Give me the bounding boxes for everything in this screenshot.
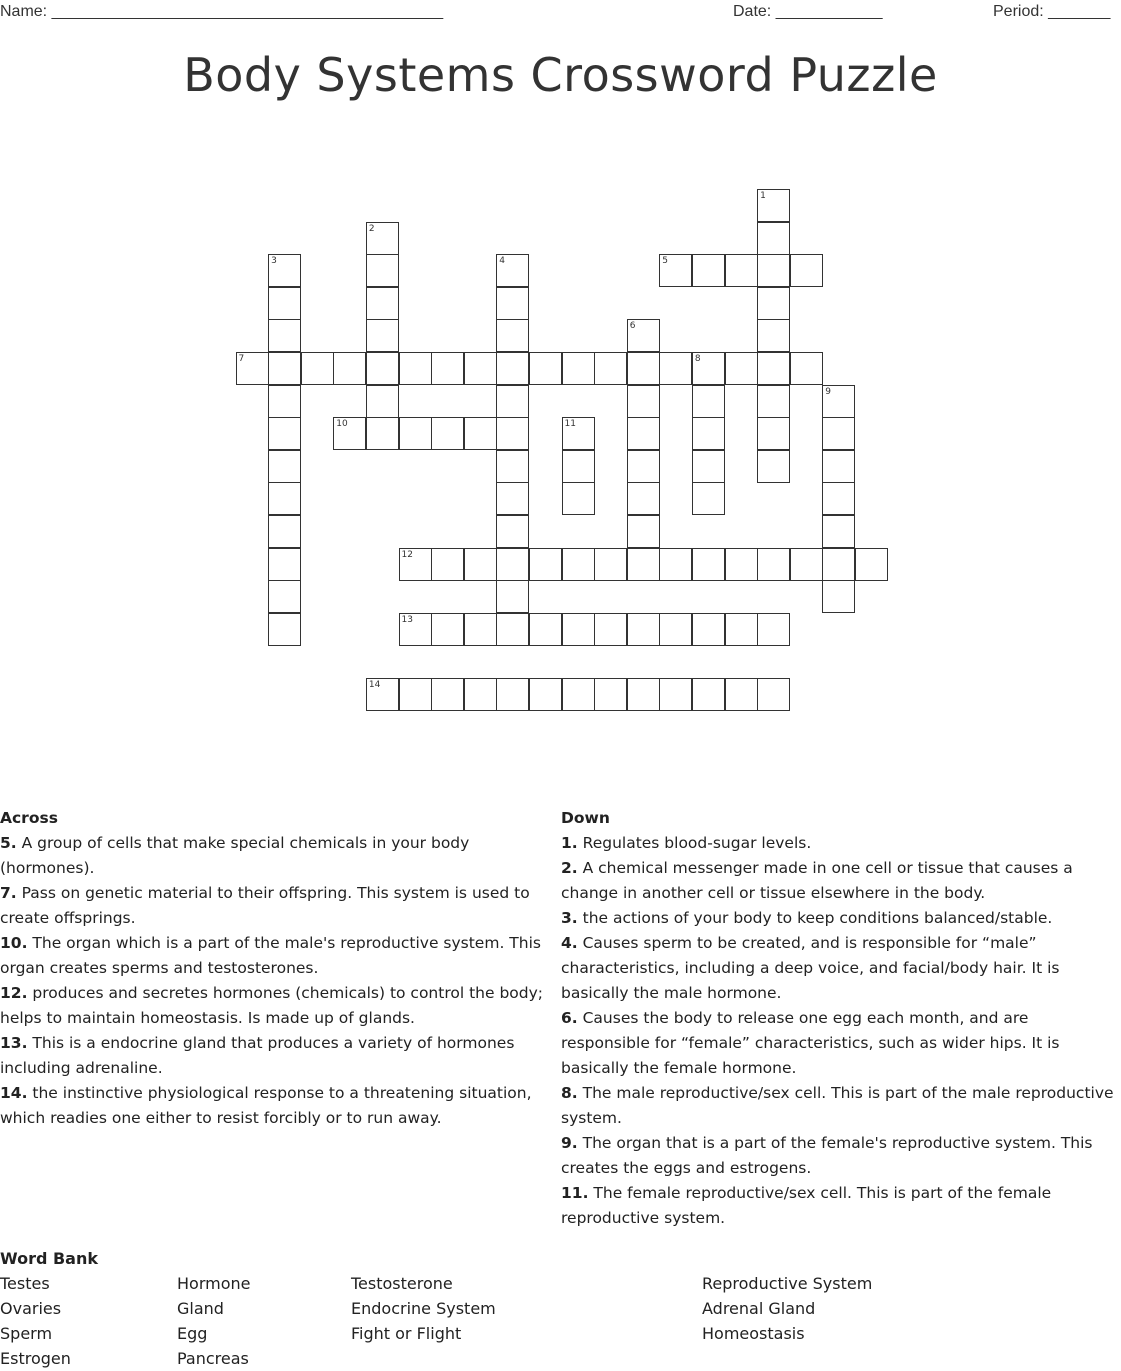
crossword-cell[interactable] bbox=[366, 254, 399, 287]
crossword-cell[interactable] bbox=[659, 678, 692, 711]
clue-text: The organ that is a part of the female's reproductive system. This creates the eggs and estrogens. bbox=[561, 1134, 1093, 1177]
name-line[interactable]: Name: ____________________________________________ bbox=[0, 3, 444, 20]
crossword-cell[interactable] bbox=[366, 352, 399, 385]
crossword-cell[interactable] bbox=[692, 482, 725, 515]
crossword-cell[interactable] bbox=[529, 678, 562, 711]
clue-number: 1. bbox=[561, 834, 578, 852]
crossword-cell[interactable] bbox=[594, 678, 627, 711]
crossword-cell[interactable] bbox=[757, 222, 790, 255]
crossword-cell[interactable] bbox=[431, 613, 464, 646]
page-title: Body Systems Crossword Puzzle bbox=[183, 48, 938, 102]
crossword-cell[interactable] bbox=[627, 482, 660, 515]
across-clue-13 bbox=[0, 1031, 560, 1081]
word-bank-column bbox=[177, 1271, 250, 1371]
crossword-cell[interactable] bbox=[562, 450, 595, 483]
crossword-cell[interactable] bbox=[562, 548, 595, 581]
word-bank-column bbox=[702, 1271, 872, 1346]
crossword-cell[interactable] bbox=[268, 613, 301, 646]
crossword-cell[interactable] bbox=[268, 417, 301, 450]
crossword-cell[interactable] bbox=[464, 548, 497, 581]
clue-number: 3. bbox=[561, 909, 578, 927]
clue-text: The male reproductive/sex cell. This is part of the male reproductive system. bbox=[561, 1084, 1114, 1127]
word-bank bbox=[0, 1246, 1121, 1368]
crossword-clue-number: 7 bbox=[238, 354, 245, 364]
crossword-cell[interactable] bbox=[692, 678, 725, 711]
word-bank-word: Testosterone bbox=[351, 1274, 453, 1293]
clue-number: 10. bbox=[0, 934, 28, 952]
crossword-cell[interactable] bbox=[725, 548, 758, 581]
clue-text: The organ which is a part of the male's reproductive system. This organ creates sperms and testosterones. bbox=[0, 934, 541, 977]
crossword-cell[interactable] bbox=[757, 287, 790, 320]
word-bank-title: Word Bank bbox=[0, 1249, 99, 1268]
crossword-cell[interactable] bbox=[562, 678, 595, 711]
crossword-cell[interactable] bbox=[790, 548, 823, 581]
crossword-clue-number: 5 bbox=[662, 256, 669, 267]
crossword-cell[interactable] bbox=[529, 352, 562, 385]
clue-text: The female reproductive/sex cell. This is part of the female reproductive system. bbox=[561, 1184, 1052, 1227]
clue-number: 6. bbox=[561, 1009, 578, 1027]
crossword-cell[interactable] bbox=[594, 352, 627, 385]
word-bank-column bbox=[351, 1271, 496, 1346]
crossword-cell[interactable] bbox=[725, 254, 758, 287]
crossword-cell[interactable] bbox=[692, 548, 725, 581]
down-clue-8 bbox=[561, 1081, 1117, 1131]
word-bank-word: Reproductive System bbox=[702, 1274, 873, 1293]
crossword-clue-number: 14 bbox=[368, 680, 381, 690]
crossword-cell[interactable] bbox=[757, 678, 790, 711]
crossword-cell[interactable] bbox=[431, 417, 464, 450]
clue-text: Causes the body to release one egg each month, and are responsible for “female” characteristics, such as wider hips. It is basically the female hormone. bbox=[561, 1009, 1060, 1077]
crossword-cell[interactable] bbox=[594, 613, 627, 646]
crossword-cell[interactable] bbox=[464, 352, 497, 385]
clue-number: 11. bbox=[561, 1184, 589, 1202]
crossword-cell[interactable] bbox=[659, 548, 692, 581]
crossword-clue-number: 6 bbox=[629, 321, 636, 332]
crossword-cell[interactable] bbox=[431, 352, 464, 385]
crossword-cell[interactable] bbox=[627, 613, 660, 646]
crossword-cell[interactable] bbox=[496, 385, 529, 418]
crossword-cell[interactable] bbox=[268, 287, 301, 320]
crossword-cell[interactable] bbox=[757, 548, 790, 581]
crossword-cell[interactable] bbox=[562, 482, 595, 515]
crossword-cell[interactable] bbox=[529, 548, 562, 581]
crossword-cell[interactable] bbox=[659, 613, 692, 646]
clue-text: A group of cells that make special chemicals in your body (hormones). bbox=[0, 834, 470, 877]
crossword-cell[interactable] bbox=[790, 352, 823, 385]
crossword-cell[interactable] bbox=[627, 352, 660, 385]
crossword-clue-number: 11 bbox=[564, 419, 576, 430]
crossword-clue-number: 10 bbox=[336, 419, 348, 430]
crossword-cell[interactable] bbox=[268, 548, 301, 581]
across-clues bbox=[0, 806, 560, 1131]
crossword-cell[interactable] bbox=[627, 548, 660, 581]
crossword-cell[interactable] bbox=[822, 548, 855, 581]
clue-number: 5. bbox=[0, 834, 17, 852]
crossword-cell[interactable] bbox=[562, 613, 595, 646]
crossword-cell[interactable] bbox=[268, 319, 301, 352]
crossword-cell[interactable] bbox=[464, 417, 497, 450]
across-clue-12 bbox=[0, 981, 560, 1031]
crossword-cell[interactable] bbox=[594, 548, 627, 581]
clue-number: 12. bbox=[0, 984, 28, 1002]
crossword-cell[interactable] bbox=[496, 548, 529, 581]
crossword-clue-number: 2 bbox=[368, 223, 375, 234]
crossword-cell[interactable] bbox=[822, 482, 855, 515]
crossword-cell[interactable] bbox=[268, 352, 301, 385]
crossword-cell[interactable] bbox=[822, 580, 855, 613]
crossword-cell[interactable] bbox=[366, 385, 399, 418]
across-clue-5 bbox=[0, 831, 560, 881]
crossword-cell[interactable] bbox=[790, 254, 823, 287]
down-clues bbox=[561, 806, 1117, 1231]
crossword-cell[interactable] bbox=[692, 417, 725, 450]
date-line[interactable]: Date: ____________ bbox=[733, 3, 883, 20]
crossword-cell[interactable] bbox=[757, 417, 790, 450]
crossword-cell[interactable] bbox=[855, 548, 888, 581]
crossword-cell[interactable] bbox=[627, 417, 660, 450]
across-heading: Across bbox=[0, 809, 58, 827]
crossword-cell[interactable] bbox=[366, 287, 399, 320]
crossword-cell[interactable] bbox=[659, 352, 692, 385]
clue-text: This is a endocrine gland that produces a variety of hormones including adrenaline. bbox=[0, 1034, 515, 1077]
crossword-cell[interactable] bbox=[268, 515, 301, 548]
crossword-cell[interactable] bbox=[496, 287, 529, 320]
crossword-cell[interactable] bbox=[496, 417, 529, 450]
crossword-cell[interactable] bbox=[692, 450, 725, 483]
crossword-cell[interactable] bbox=[627, 385, 660, 418]
crossword-clue-number: 3 bbox=[271, 256, 277, 267]
crossword-cell[interactable] bbox=[757, 319, 790, 352]
crossword-clue-number: 4 bbox=[499, 256, 506, 267]
clue-text: the actions of your body to keep conditions balanced/stable. bbox=[577, 909, 1053, 927]
down-clue-9 bbox=[561, 1131, 1117, 1181]
down-clue-11 bbox=[561, 1181, 1117, 1231]
crossword-cell[interactable] bbox=[822, 450, 855, 483]
crossword-cell[interactable] bbox=[692, 613, 725, 646]
down-clue-1 bbox=[561, 831, 1117, 856]
crossword-cell[interactable] bbox=[366, 319, 399, 352]
crossword-cell[interactable] bbox=[496, 482, 529, 515]
clue-number: 7. bbox=[0, 884, 17, 902]
crossword-cell[interactable] bbox=[757, 352, 790, 385]
crossword-cell[interactable] bbox=[496, 319, 529, 352]
crossword-cell[interactable] bbox=[496, 352, 529, 385]
clue-text: produces and secretes hormones (chemicals) to control the body; helps to maintain homeostasis. Is made up of glands. bbox=[0, 984, 544, 1027]
word-bank-word: Ovaries bbox=[0, 1299, 62, 1318]
down-clue-2 bbox=[561, 856, 1117, 906]
down-clue-4 bbox=[561, 931, 1117, 1006]
clue-number: 8. bbox=[561, 1084, 578, 1102]
crossword-cell[interactable] bbox=[627, 450, 660, 483]
period-line[interactable]: Period: _______ bbox=[993, 3, 1111, 20]
crossword-cell[interactable] bbox=[725, 678, 758, 711]
across-clue-7 bbox=[0, 881, 560, 931]
across-clue-10 bbox=[0, 931, 560, 981]
clue-number: 4. bbox=[561, 934, 578, 952]
crossword-cell[interactable] bbox=[562, 352, 595, 385]
crossword-clue-number: 1 bbox=[760, 191, 766, 201]
crossword-cell[interactable] bbox=[268, 580, 301, 613]
clue-number: 9. bbox=[561, 1134, 578, 1152]
crossword-cell[interactable] bbox=[268, 482, 301, 515]
crossword-cell[interactable] bbox=[627, 678, 660, 711]
crossword-cell[interactable] bbox=[268, 385, 301, 418]
crossword-cell[interactable] bbox=[692, 254, 725, 287]
crossword-cell[interactable] bbox=[822, 515, 855, 548]
down-clue-6 bbox=[561, 1006, 1117, 1081]
crossword-clue-number: 12 bbox=[401, 549, 413, 560]
down-clue-3 bbox=[561, 906, 1117, 931]
word-bank-word: Homeostasis bbox=[702, 1324, 805, 1343]
crossword-cell[interactable] bbox=[725, 352, 758, 385]
across-clue-14 bbox=[0, 1081, 560, 1131]
crossword-cell[interactable] bbox=[496, 580, 529, 613]
crossword-cell[interactable] bbox=[757, 385, 790, 418]
crossword-cell[interactable] bbox=[757, 254, 790, 287]
crossword-cell[interactable] bbox=[529, 613, 562, 646]
crossword-cell[interactable] bbox=[399, 417, 432, 450]
clue-text: Pass on genetic material to their offspring. This system is used to create offsprings. bbox=[0, 884, 530, 927]
crossword-cell[interactable] bbox=[496, 678, 529, 711]
word-bank-word: Endocrine System bbox=[351, 1299, 496, 1318]
clue-text: A chemical messenger made in one cell or tissue that causes a change in another cell or tissue elsewhere in the body. bbox=[561, 859, 1073, 902]
crossword-clue-number: 8 bbox=[694, 354, 701, 364]
crossword-cell[interactable] bbox=[399, 352, 432, 385]
crossword-cell[interactable] bbox=[496, 450, 529, 483]
clue-number: 13. bbox=[0, 1034, 28, 1052]
crossword-cell[interactable] bbox=[333, 352, 366, 385]
crossword-cell[interactable] bbox=[431, 548, 464, 581]
clue-text: the instinctive physiological response to a threatening situation, which readies one either to resist forcibly or to run away. bbox=[0, 1084, 532, 1127]
clue-number: 2. bbox=[561, 859, 578, 877]
crossword-cell[interactable] bbox=[822, 417, 855, 450]
crossword-cell[interactable] bbox=[431, 678, 464, 711]
word-bank-word: Sperm bbox=[0, 1324, 53, 1343]
down-heading: Down bbox=[561, 809, 610, 827]
crossword-cell[interactable] bbox=[399, 678, 432, 711]
word-bank-word: Fight or Flight bbox=[351, 1324, 462, 1343]
crossword-cell[interactable] bbox=[464, 678, 497, 711]
crossword-cell[interactable] bbox=[464, 613, 497, 646]
word-bank-word: Gland bbox=[177, 1299, 224, 1318]
crossword-clue-number: 13 bbox=[401, 614, 413, 625]
crossword-clue-number: 9 bbox=[825, 386, 832, 397]
word-bank-column bbox=[0, 1271, 71, 1371]
word-bank-word: Egg bbox=[177, 1324, 208, 1343]
crossword-cell[interactable] bbox=[496, 515, 529, 548]
word-bank-word: Pancreas bbox=[177, 1349, 249, 1368]
clue-text: Causes sperm to be created, and is responsible for “male” characteristics, including a deep voice, and facial/body hair. It is basically the male hormone. bbox=[561, 934, 1060, 1002]
clue-number: 14. bbox=[0, 1084, 28, 1102]
word-bank-word: Hormone bbox=[177, 1274, 251, 1293]
crossword-cell[interactable] bbox=[301, 352, 334, 385]
word-bank-word: Adrenal Gland bbox=[702, 1299, 816, 1318]
crossword-cell[interactable] bbox=[692, 385, 725, 418]
crossword-cell[interactable] bbox=[366, 417, 399, 450]
crossword-cell[interactable] bbox=[627, 515, 660, 548]
clue-text: Regulates blood-sugar levels. bbox=[577, 834, 812, 852]
word-bank-word: Testes bbox=[0, 1274, 50, 1293]
word-bank-word: Estrogen bbox=[0, 1349, 71, 1368]
crossword-cell[interactable] bbox=[757, 450, 790, 483]
crossword-cell[interactable] bbox=[725, 613, 758, 646]
crossword-cell[interactable] bbox=[268, 450, 301, 483]
crossword-cell[interactable] bbox=[757, 613, 790, 646]
crossword-cell[interactable] bbox=[496, 613, 529, 646]
